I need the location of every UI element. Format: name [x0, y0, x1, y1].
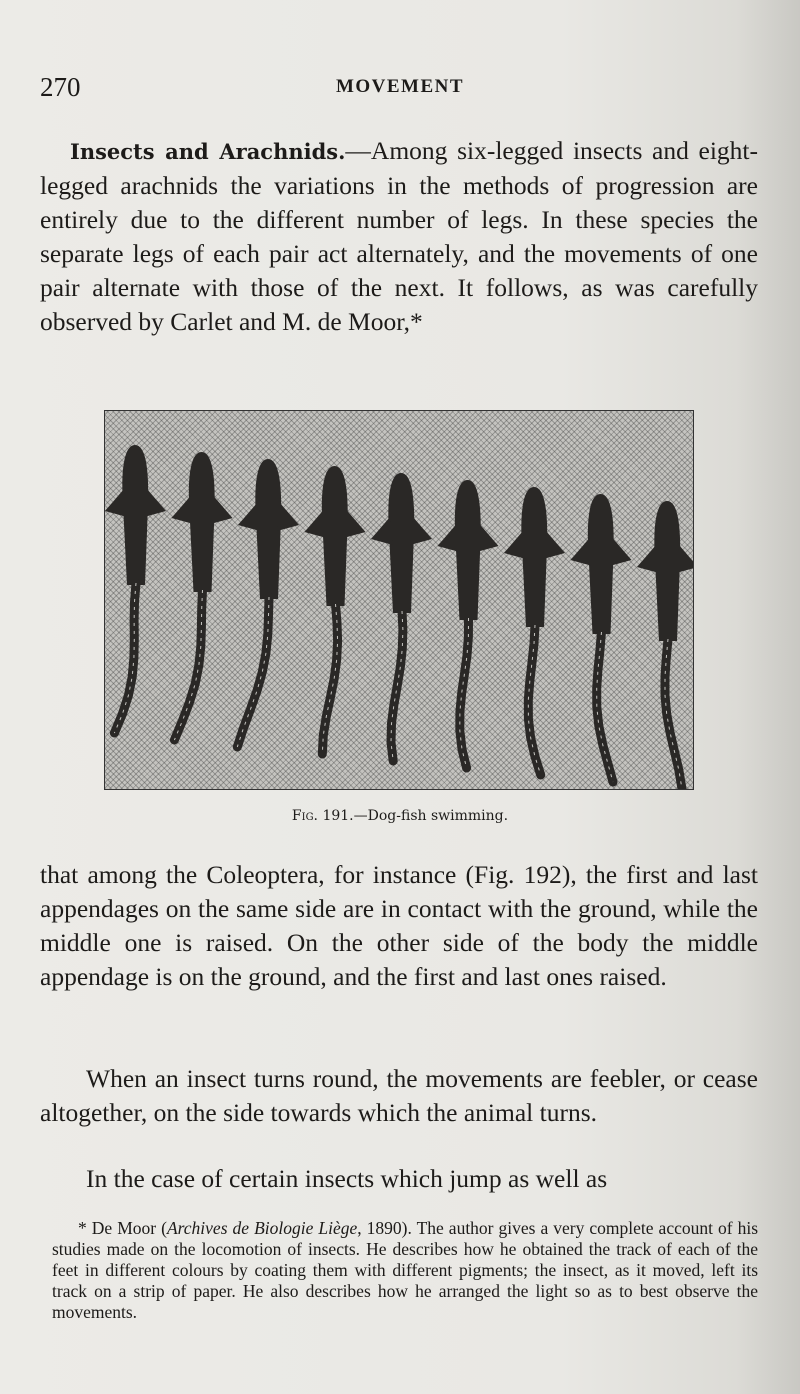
paragraph-coleoptera: that among the Coleoptera, for instance (Fig. 192), the first and last appendages on the same side are in contact with the ground, while the middle one is raised. On the other side of the body the middle appendage is on the ground, and the first and last ones raised. [40, 860, 758, 991]
paragraph-1-text: —Among six-legged insects and eight-legged arachnids the variations in the methods of progression are entirely due to the different number of legs. In these species the separate legs of each pair act alternately, and the movements of one pair alternate with those of the next. It follows, as was carefully observed by Carlet and M. de Moor,* [40, 136, 758, 336]
dogfish-sequence-drawing [105, 411, 693, 789]
footnote-citation: Archives de Biologie Liège [166, 1218, 358, 1238]
page-number: 270 [40, 72, 81, 102]
running-header [40, 72, 760, 106]
paragraph-insect-turns: When an insect turns round, the movements are feebler, or cease altogether, on the side towards which the animal turns. [40, 1064, 758, 1127]
section-heading: Insects and Arachnids. [70, 139, 346, 164]
running-title: MOVEMENT [335, 76, 465, 97]
dogfish-1 [105, 445, 166, 733]
figure-caption [0, 808, 800, 824]
footnote-start: * De Moor ( [78, 1218, 167, 1238]
dogfish-9 [637, 501, 693, 789]
figure-caption-text: —Dog-fish swimming. [353, 808, 509, 824]
footnote [52, 1218, 758, 1323]
footnote-rest: , 1890). The author gives a very complete account of his studies made on the locomotion of insects. He describes how he obtained the track of each of the feet in different colours by coating them with different pigments; the insect, as it moved, left its track on a strip of paper. He also describes how he arranged the light so as to best observe the movements. [52, 1218, 759, 1322]
dogfish-5 [371, 473, 432, 761]
paragraph-jumping-insects: In the case of certain insects which jump as well as [86, 1164, 608, 1193]
dogfish-6 [438, 480, 499, 768]
figure-label: Fig. 191. [291, 808, 354, 824]
figure-dogfish-illustration [104, 410, 694, 790]
dogfish-8 [571, 494, 632, 782]
dogfish-4 [305, 466, 366, 754]
dogfish-2 [172, 452, 233, 740]
dogfish-3 [237, 459, 299, 747]
dogfish-7 [504, 487, 565, 775]
paragraph-insects-arachnids [40, 134, 758, 339]
